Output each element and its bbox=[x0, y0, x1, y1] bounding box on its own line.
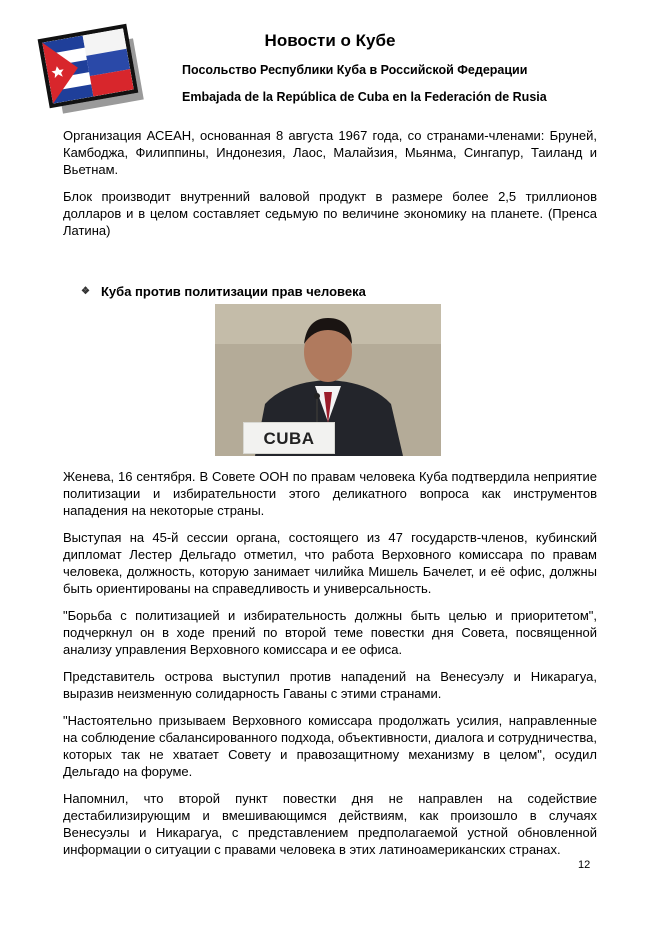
embassy-name-es: Embajada de la República de Cuba en la Federación de Rusia bbox=[182, 90, 547, 104]
article-photo bbox=[215, 304, 441, 456]
paragraph: "Борьба с политизацией и избирательность должны быть целью и приоритетом", подчеркнул он в ходе прений по второй теме повестки дня Совета, посвященной анализу управления Верховного комиссара и ее офиса. bbox=[63, 608, 597, 657]
paragraph: Представитель острова выступил против нападений на Венесуэлу и Никарагуа, выразив неизменную солидарность Гаваны с этими странами. bbox=[63, 669, 597, 701]
diamond-bullet-icon: ❖ bbox=[81, 286, 90, 297]
page-title: Новости о Кубе bbox=[264, 31, 396, 50]
paragraph: Блок производит внутренний валовой продукт в размере более 2,5 триллионов долларов и в целом составляет седьмую по величине экономику на планете. (Пренса Латина) bbox=[63, 189, 597, 238]
paragraph: Напомнил, что второй пункт повестки дня не направлен на содействие дестабилизирующим и вмешивающимся действиям, как произошло в случаях Венесуэлы и Никарагуа, с представлением предполагаемой устной обновленной информации о ситуации с правами человека в этих латиноамериканских странах. bbox=[63, 791, 597, 857]
paragraph: Выступая на 45-й сессии органа, состоящего из 47 государств-членов, кубинский дипломат Лестер Дельгадо отметил, что работа Верховного комиссара по правам человека, должность, которую занимает чилийка Мишель Бачелет, и её офис, должны быть ориентированы на справедливость и универсальность. bbox=[63, 530, 597, 596]
spacer bbox=[63, 249, 597, 283]
paragraph: "Настоятельно призываем Верховного комиссара продолжать усилия, направленные на соблюдение сбалансированного подхода, объективности, диалога и сотрудничества, которых так не хватает Совету и правозащитному механизму в целом", осудил Дельгадо на форуме. bbox=[63, 713, 597, 779]
country-nameplate: CUBA bbox=[243, 422, 335, 454]
article-heading-text: Куба против политизации прав человека bbox=[101, 284, 366, 299]
paragraph: Женева, 16 сентября. В Совете ООН по правам человека Куба подтвердила неприятие политизации и избирательности этого деликатного вопроса как инструментов нападения на некоторые страны. bbox=[63, 469, 597, 518]
page-number: 12 bbox=[578, 859, 591, 871]
embassy-name-ru: Посольство Республики Куба в Российской Федерации bbox=[182, 63, 528, 77]
paragraph: Организация АСЕАН, основанная 8 августа 1967 года, со странами-членами: Бруней, Камбоджа, Филиппины, Индонезия, Лаос, Малайзия, Мьянма, Сингапур, Таиланд и Вьетнам. bbox=[63, 128, 597, 177]
document-body bbox=[63, 127, 597, 868]
article-heading bbox=[81, 283, 597, 300]
